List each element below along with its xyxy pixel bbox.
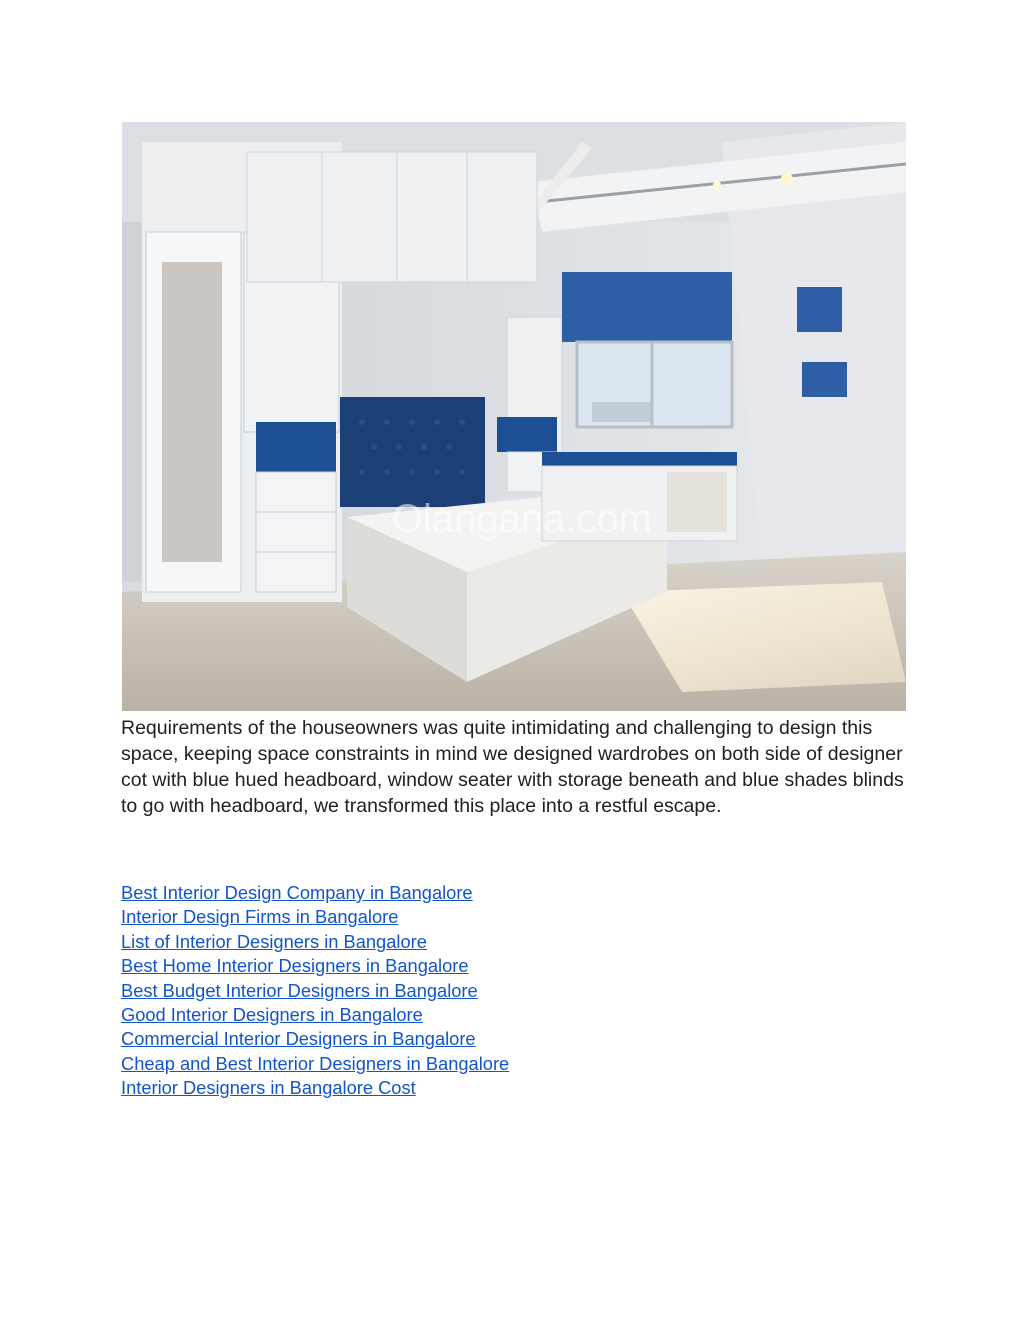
- headboard: [340, 397, 485, 507]
- wardrobe-niche: [256, 422, 336, 472]
- link-commercial-interior-designers[interactable]: Commercial Interior Designers in Bangalore: [121, 1028, 476, 1050]
- ceiling-light-icon: [781, 173, 793, 185]
- overhead-cabinets: [247, 152, 537, 282]
- link-list-item: [121, 881, 509, 905]
- link-best-budget-interior-designers[interactable]: Best Budget Interior Designers in Bangalore: [121, 979, 478, 1001]
- link-list-item: [121, 1076, 509, 1100]
- drawer: [256, 552, 336, 592]
- wall-shelf: [797, 287, 842, 332]
- link-list: [121, 881, 509, 1101]
- caption-paragraph: Requirements of the houseowners was quite intimidating and challenging to design this space, keeping space constraints in mind we designed wardrobes on both side of designer cot with blue hued headboard, window seater with storage beneath and blue shades blinds to go with headboard, we transformed this place into a restful escape.: [121, 717, 904, 817]
- ceiling-light-icon: [713, 181, 721, 189]
- link-interior-design-firms[interactable]: Interior Design Firms in Bangalore: [121, 906, 399, 928]
- drawer: [256, 512, 336, 552]
- link-list-of-interior-designers[interactable]: List of Interior Designers in Bangalore: [121, 930, 427, 952]
- link-list-item: [121, 1052, 509, 1076]
- link-list-item: [121, 954, 509, 978]
- blind: [562, 272, 732, 342]
- seater-open-shelf: [667, 472, 727, 532]
- link-list-item: [121, 1027, 509, 1051]
- link-list-item: [121, 979, 509, 1003]
- link-best-interior-design-company[interactable]: Best Interior Design Company in Bangalore: [121, 882, 473, 903]
- link-interior-designers-cost[interactable]: Interior Designers in Bangalore Cost: [121, 1077, 416, 1099]
- side-niche: [497, 417, 557, 452]
- watermark: Olangana.com: [391, 497, 653, 541]
- bedroom-illustration: [122, 122, 906, 711]
- drawer: [256, 472, 336, 512]
- link-list-item: [121, 930, 509, 954]
- link-cheap-and-best-interior-designers[interactable]: Cheap and Best Interior Designers in Bangalore: [121, 1052, 510, 1074]
- mirror-reflection: [162, 262, 222, 562]
- link-good-interior-designers[interactable]: Good Interior Designers in Bangalore: [121, 1004, 423, 1026]
- link-list-item: [121, 905, 509, 929]
- bedroom-photo: [122, 122, 906, 711]
- city-view: [592, 402, 652, 422]
- link-list-item: [121, 1003, 509, 1027]
- seater-cushion: [542, 452, 737, 466]
- link-best-home-interior-designers[interactable]: Best Home Interior Designers in Bangalore: [121, 955, 469, 977]
- wall-shelf: [802, 362, 847, 397]
